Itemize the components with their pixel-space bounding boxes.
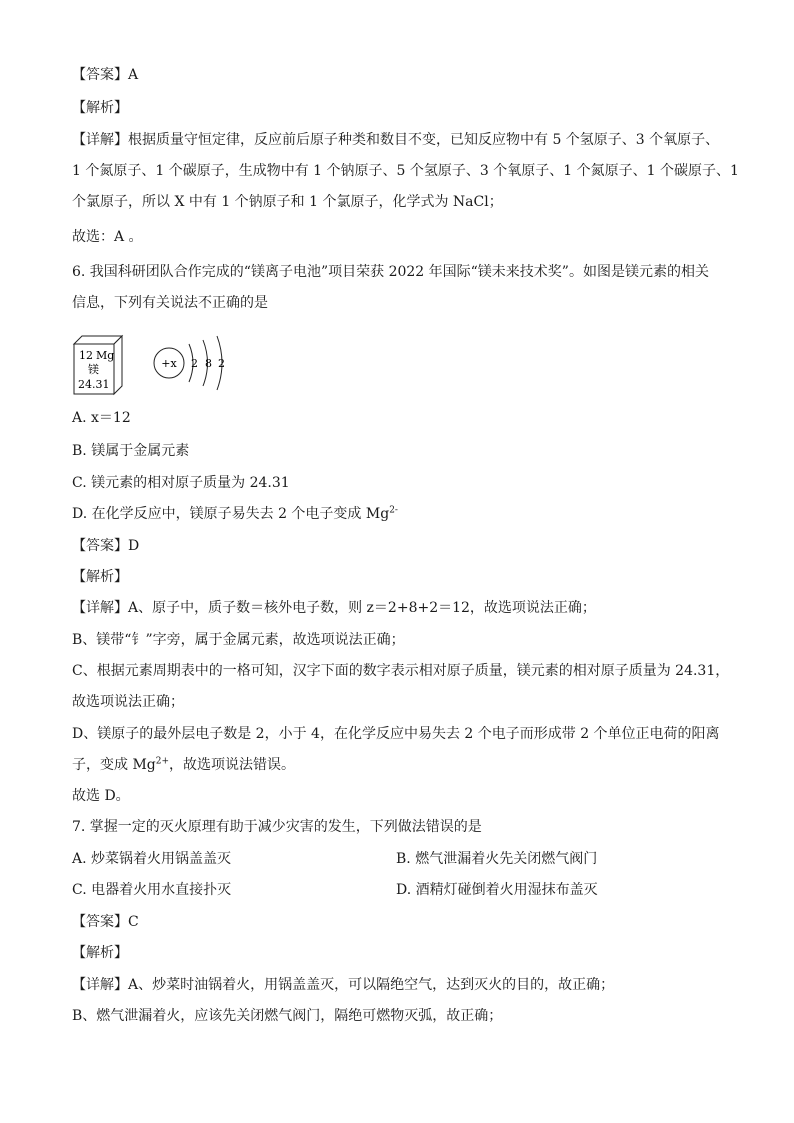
q6-option-d-charge: 2- xyxy=(389,505,398,516)
q5-answer: 【答案】A xyxy=(72,67,139,83)
q6-detail-line xyxy=(72,755,295,775)
q6-choose: 故选 D。 xyxy=(72,788,130,804)
shell-electron-count: 2 xyxy=(191,357,198,370)
q5-detail-line: 个氯原子，所以 X 中有 1 个钠原子和 1 个氯原子，化学式为 NaCl； xyxy=(72,194,503,210)
q7-stem: 7. 掌握一定的灭火原理有助于减少灾害的发生，下列做法错误的是 xyxy=(72,819,482,835)
q5-detail-line: 1 个氮原子、1 个碳原子，生成物中有 1 个钠原子、5 个氢原子、3 个氧原子、1 个氮原子、1 个碳原子、1 xyxy=(72,163,739,179)
q7-option-b: B. 燃气泄漏着火先关闭燃气阀门 xyxy=(396,851,598,867)
q6-stem-line: 6. 我国科研团队合作完成的“镁离子电池”项目荣获 2022 年国际“镁未来技术奖”。如图是镁元素的相关 xyxy=(72,264,709,280)
element-mass: 24.31 xyxy=(78,378,110,391)
q6-detail-line: 【详解】A、原子中，质子数＝核外电子数，则 z＝2+8+2＝12，故选项说法正确； xyxy=(72,600,596,616)
q6-detail-d2-text: 子，变成 Mg xyxy=(72,757,156,773)
nucleus-charge: +x xyxy=(161,357,177,370)
q7-option-d: D. 酒精灯碰倒着火用湿抹布盖灭 xyxy=(396,882,598,898)
q5-detail-line: 【详解】根据质量守恒定律，反应前后原子种类和数目不变，已知反应物中有 5 个氢原子、3 个氧原子、 xyxy=(72,132,720,148)
q6-detail-line: B、镁带“钅”字旁，属于金属元素，故选项说法正确； xyxy=(72,632,405,648)
q7-answer: 【答案】C xyxy=(72,914,139,930)
atom-structure xyxy=(154,336,225,390)
q5-analysis-heading: 【解析】 xyxy=(72,100,128,116)
q7-detail-line: 【详解】A、炒菜时油锅着火，用锅盖盖灭，可以隔绝空气，达到灭火的目的，故正确； xyxy=(72,977,615,993)
q6-option-d xyxy=(72,504,398,524)
magnesium-figure xyxy=(70,326,230,396)
element-symbol: Mg xyxy=(96,349,115,362)
q6-analysis-heading: 【解析】 xyxy=(72,569,128,585)
q6-detail-d2-tail: ，故选项说法错误。 xyxy=(169,757,296,773)
q6-answer: 【答案】D xyxy=(72,538,140,554)
q7-analysis-heading: 【解析】 xyxy=(72,945,128,961)
q7-detail-line: B、燃气泄漏着火，应该先关闭燃气阀门，隔绝可燃物灭弧，故正确； xyxy=(72,1008,503,1024)
element-number: 12 xyxy=(79,349,93,362)
q6-detail-d2-charge: 2+ xyxy=(155,756,170,767)
q7-option-a: A. 炒菜锅着火用锅盖盖灭 xyxy=(72,851,232,867)
element-name: 镁 xyxy=(88,363,99,376)
magnesium-element-diagram xyxy=(70,326,230,396)
shell-electron-count: 2 xyxy=(218,357,225,370)
q6-option-a: A. x＝12 xyxy=(72,410,131,426)
q5-choose: 故选：A 。 xyxy=(72,229,143,245)
q6-detail-line: C、根据元素周期表中的一格可知，汉字下面的数字表示相对原子质量，镁元素的相对原子质量为 24.31， xyxy=(72,663,730,679)
q6-option-b: B. 镁属于金属元素 xyxy=(72,443,190,459)
q7-option-c: C. 电器着火用水直接扑灭 xyxy=(72,882,232,898)
q6-detail-line: D、镁原子的最外层电子数是 2，小于 4，在化学反应中易失去 2 个电子而形成带 2 个单位正电荷的阳离 xyxy=(72,726,720,742)
q6-option-c: C. 镁元素的相对原子质量为 24.31 xyxy=(72,475,290,491)
q6-stem-line: 信息，下列有关说法不正确的是 xyxy=(72,295,268,311)
shell-electron-count: 8 xyxy=(205,357,212,370)
element-cell xyxy=(74,336,122,394)
q6-detail-line: 故选项说法正确； xyxy=(72,694,184,710)
q6-option-d-text: D. 在化学反应中，镁原子易失去 2 个电子变成 Mg xyxy=(72,506,390,522)
